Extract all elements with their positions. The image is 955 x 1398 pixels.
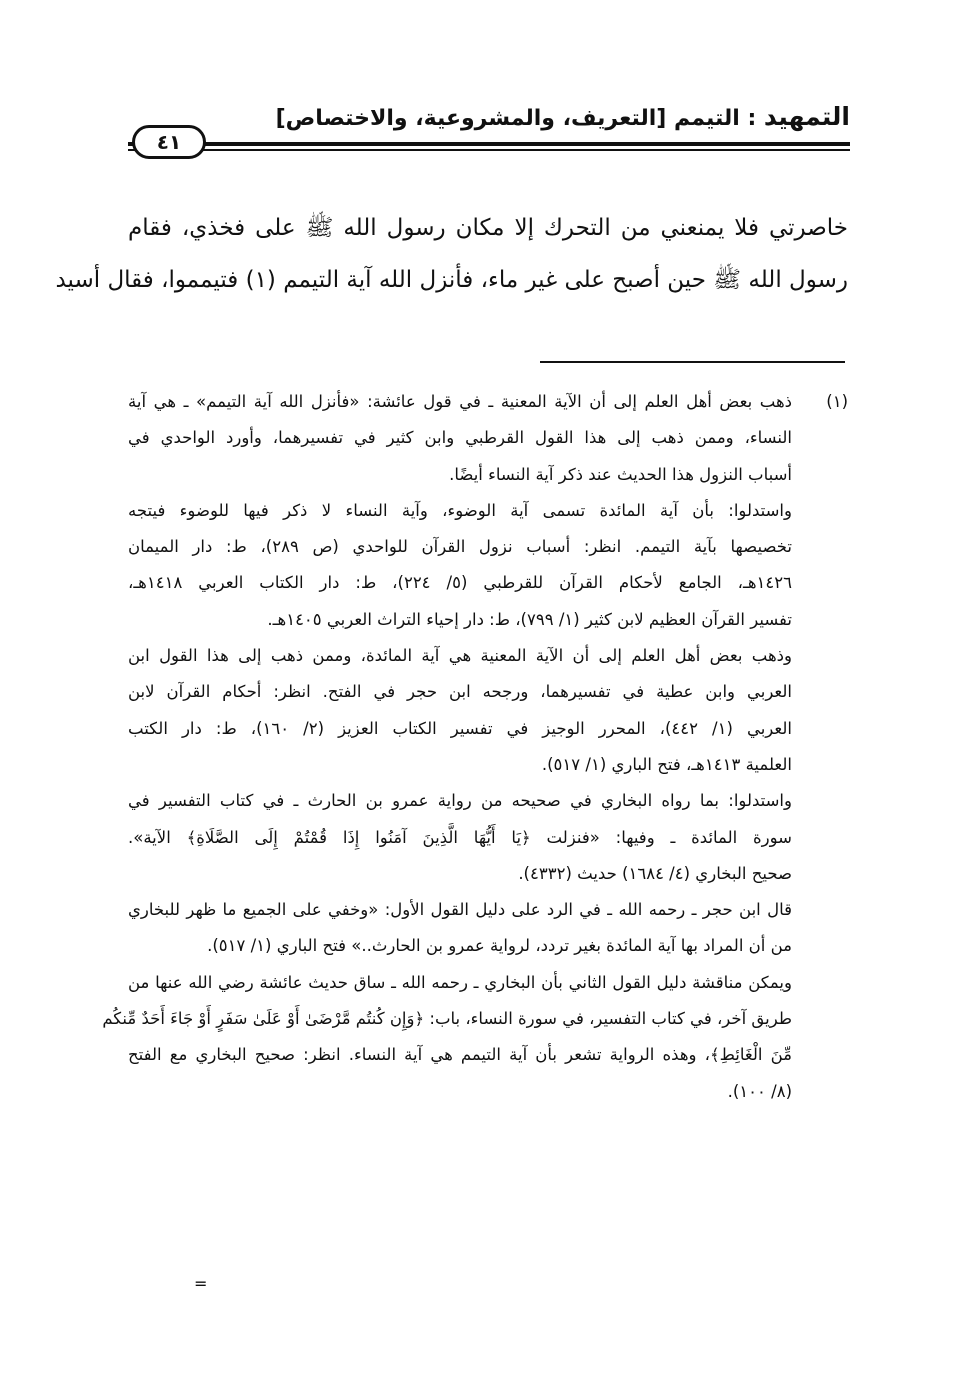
header-rule-thin bbox=[128, 149, 850, 151]
footnote-line: من أن المراد بها آية المائدة بغير تردد، لرواية عمرو بن الحارث..» فتح الباري (١/ ٥١٧). bbox=[207, 936, 792, 956]
header-title-main: التمهيد bbox=[763, 102, 850, 131]
header-rule-thick bbox=[128, 142, 850, 146]
footnote-separator bbox=[540, 361, 845, 363]
footnote-line: وذهب بعض أهل العلم إلى أن الآية المعنية هي آية المائدة، وممن ذهب إلى هذا القول ابن bbox=[128, 646, 792, 666]
footnote-line: واستدلوا: بما رواه البخاري في صحيحه من رواية عمرو بن الحارث ـ في كتاب التفسير في bbox=[128, 791, 792, 811]
footnote-line: النساء، وممن ذهب إلى هذا القول القرطبي وابن كثير في تفسيرهما، وأورد الواحدي في bbox=[128, 428, 792, 448]
main-text bbox=[55, 202, 848, 306]
footnote-line: ١٤٢٦هـ، الجامع لأحكام القرآن للقرطبي (٥/ ٢٢٤)، ط: دار الكتاب العربي ١٤١٨هـ، bbox=[128, 573, 792, 593]
footnote-line: العلمية ١٤١٣هـ، فتح الباري (١/ ٥١٧). bbox=[541, 754, 792, 774]
footnote-number: (١) bbox=[826, 392, 848, 411]
footnote-line: قال ابن حجر ـ رحمه الله ـ في الرد على دليل القول الأول: «وخفي على الجميع ما ظهر للبخاري bbox=[128, 900, 792, 920]
footnote-line: صحيح البخاري (٤/ ١٦٨٤) حديث (٤٣٣٢). bbox=[518, 863, 792, 883]
stray-mark: = bbox=[194, 1274, 208, 1293]
footnote-line: مِّنَ الْغَائِطِ﴾، وهذه الرواية تشعر بأن آية التيمم هي آية النساء. انظر: صحيح البخاري مع الفتح bbox=[128, 1045, 792, 1065]
footnote-line: العربي وابن عطية في تفسيرهما، ورجحه ابن حجر في الفتح. انظر: أحكام القرآن لابن bbox=[128, 682, 792, 702]
footnote-line: تفسير القرآن العظيم لابن كثير (١/ ٧٩٩)، ط: دار إحياء التراث العربي ١٤٠٥هـ. bbox=[267, 609, 792, 629]
page-number: ٤١ bbox=[156, 130, 182, 154]
main-text-line: رسول الله ﷺ حين أصبح على غير ماء، فأنزل الله آية التيمم (١) فتيمموا، فقال أسيد bbox=[55, 267, 848, 293]
footnote-line: تخصيصها بآية التيمم. انظر: أسباب نزول القرآن للواحدي (ص ٢٨٩)، ط: دار الميمان bbox=[128, 537, 792, 557]
footnotes bbox=[102, 384, 848, 1110]
header-title bbox=[276, 102, 850, 131]
footnote-line: طريق آخر، في كتاب التفسير، في سورة النساء، باب: ﴿وَإِن كُنتُم مَّرْضَىٰ أَوْ عَلَىٰ سَفَرٍ أَوْ جَاءَ أَحَدٌ مِّنكُم bbox=[102, 1009, 792, 1029]
footnote-line: واستدلوا: بأن آية المائدة تسمى آية الوضوء، وآية النساء لا ذكر فيها للوضوء فيتجه bbox=[128, 500, 792, 520]
footnote-line: سورة المائدة ـ وفيها: «فنزلت ﴿يَا أَيُّهَا الَّذِينَ آمَنُوا إِذَا قُمْتُمْ إِلَى الصَّلَاةِ﴾ الآية». bbox=[128, 827, 792, 847]
page-number-badge bbox=[132, 125, 206, 159]
footnote-line: ذهب بعض أهل العلم إلى أن الآية المعنية ـ في قول عائشة: «فأنزل الله آية التيمم» ـ هي آية bbox=[128, 392, 792, 411]
main-text-line: خاصرتي فلا يمنعني من التحرك إلا مكان رسول الله ﷺ على فخذي، فقام bbox=[128, 215, 848, 241]
footnote-line: العربي (١/ ٤٤٢)، المحرر الوجيز في تفسير الكتاب العزيز (٢/ ١٦٠)، ط: دار الكتب bbox=[128, 718, 792, 738]
running-header bbox=[128, 96, 850, 160]
footnote-line: أسباب النزول هذا الحديث عند ذكر آية النساء أيضًا. bbox=[449, 464, 792, 484]
header-title-rest: : التيمم [التعريف، والمشروعية، والاختصاص] bbox=[275, 106, 757, 131]
footnote-line: ويمكن مناقشة دليل القول الثاني بأن البخاري ـ رحمه الله ـ ساق حديث عائشة رضي الله عنها من bbox=[128, 972, 792, 992]
footnote-line: (٨/ ١٠٠). bbox=[727, 1081, 792, 1101]
